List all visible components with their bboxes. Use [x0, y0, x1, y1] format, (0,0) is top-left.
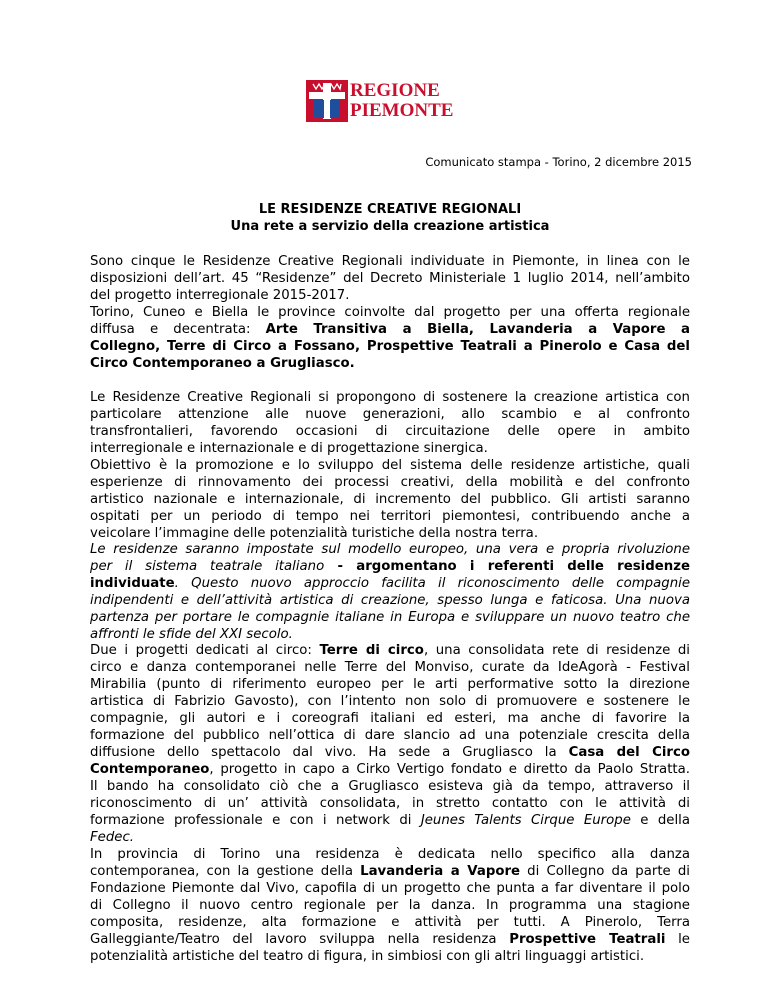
coat-of-arms-icon [306, 80, 348, 122]
p4-line: potenzialità artistiche del teatro di figura, in simbiosi con gli altri linguaggi artistici. [90, 949, 645, 964]
p1-line: del progetto interregionale 2015-2017. [90, 288, 350, 303]
document-title: LE RESIDENZE CREATIVE REGIONALI [258, 202, 522, 217]
p2-line: ospitati per un periodo di tempo nei territori piemontesi, contribuendo anche a [90, 509, 690, 524]
p4-line: Il bando ha consolidato ciò che a Grugliasco esisteva già da tempo, attraverso il [90, 779, 690, 794]
paragraph-2 [90, 389, 690, 542]
paragraph-4 [90, 642, 690, 965]
p2-line: esperienze di rinnovamento dei processi creativi, della mobilità e del confronto [90, 475, 690, 490]
p3-line: partenza per portare le compagnie italiane in Europa e sviluppare un nuovo teatro che [90, 610, 690, 625]
p4-line: formazione del pubblico nell’ottica di dare slancio ad una potenziale crescita della [90, 728, 690, 743]
p4-line: contemporanea, con la gestione della Lavanderia a Vapore di Collegno da parte di [90, 864, 690, 879]
p3-line: Le residenze saranno impostate sul modello europeo, una vera e propria rivoluzione [90, 542, 690, 557]
logo-text [350, 81, 453, 121]
p4-line: artistica di Fabrizio Gavosto), con l’intento non solo di promuovere e sostenere le [90, 694, 690, 709]
p4-line: diffusione dello spettacolo dal vivo. Ha sede a Grugliasco la Casa del Circo [90, 745, 690, 760]
p3-line: individuate. Questo nuovo approccio facilita il riconoscimento delle compagnie [90, 576, 690, 591]
p1-line: Sono cinque le Residenze Creative Regionali individuate in Piemonte, in linea con le [90, 254, 690, 269]
paragraph-3 [90, 541, 690, 643]
p1-line: disposizioni dell’art. 45 “Residenze” del Decreto Ministeriale 1 luglio 2014, nell’ambito [90, 271, 690, 286]
p2-line: Le Residenze Creative Regionali si propongono di sostenere la creazione artistica con [90, 390, 690, 405]
p4-line: Contemporaneo, progetto in capo a Cirko Vertigo fondato e diretto da Paolo Stratta. [90, 762, 690, 777]
p4-line: circo e danza contemporanei nelle Terre del Monviso, curate da IdeAgorà - Festival [90, 660, 690, 675]
p3-line: per il sistema teatrale italiano - argomentano i referenti delle residenze [90, 559, 690, 574]
logo-line-2: PIEMONTE [350, 100, 454, 121]
document-subtitle: Una rete a servizio della creazione artistica [230, 219, 550, 234]
p2-line: transfrontalieri, favorendo occasioni di circuitazione delle opere in ambito [90, 424, 690, 439]
p4-line: Mirabilia (punto di riferimento europeo per le arti performative sotto la direzione [90, 677, 690, 692]
p2-line: artistico nazionale e internazionale, di incremento del pubblico. Gli artisti saranno [90, 492, 690, 507]
p1-line: Torino, Cuneo e Biella le province coinvolte dal progetto per una offerta regionale [90, 305, 690, 320]
p4-line: Galleggiante/Teatro del lavoro sviluppa nella residenza Prospettive Teatrali le [90, 932, 690, 947]
p3-line: affronti le sfide del XXI secolo. [90, 627, 293, 642]
p4-line: Fedec. [90, 830, 134, 845]
p3-line: indipendenti e dell’attività artistica di creazione, spesso lunga e faticosa. Una nuova [90, 593, 690, 608]
p2-line: veicolare l’immagine delle potenzialità turistiche della nostra terra. [90, 526, 539, 541]
p4-line: In provincia di Torino una residenza è dedicata nello specifico alla danza [90, 847, 690, 862]
regione-piemonte-logo [306, 80, 454, 122]
p4-line: riconoscimento di un’ attività consolidata, in stretto contatto con le attività di [90, 796, 690, 811]
p2-line: Obiettivo è la promozione e lo sviluppo del sistema delle residenze artistiche, quali [90, 458, 690, 473]
logo-line-1: REGIONE [350, 80, 440, 101]
p4-line: formazione professionale e con i network di Jeunes Talents Cirque Europe e della [90, 813, 690, 828]
p4-line: Fondazione Piemonte dal Vivo, capofila di un progetto che punta a far diventare il polo [90, 881, 690, 896]
p4-line: compagnie, gli autori e i coreografi italiani ed esteri, ma anche di favorire la [90, 711, 690, 726]
p1-line: Collegno, Terre di Circo a Fossano, Prospettive Teatrali a Pinerolo e Casa del [90, 339, 690, 354]
p2-line: interregionale e internazionale e di progettazione sinergica. [90, 441, 488, 456]
p4-line: di Collegno il nuovo centro regionale per la danza. In programma una stagione [90, 898, 690, 913]
p4-line: Due i progetti dedicati al circo: Terre di circo, una consolidata rete di residenze di [90, 643, 690, 658]
paragraph-1 [90, 253, 690, 372]
p2-line: particolare attenzione alle nuove generazioni, allo scambio e al confronto [90, 407, 690, 422]
p1-line: diffusa e decentrata: Arte Transitiva a Biella, Lavanderia a Vapore a [90, 322, 690, 337]
p4-line: composita, residenze, alta formazione e attività per tutti. A Pinerolo, Terra [90, 915, 690, 930]
p1-line: Circo Contemporaneo a Grugliasco. [90, 356, 355, 371]
press-release-dateline: Comunicato stampa - Torino, 2 dicembre 2015 [425, 155, 692, 169]
